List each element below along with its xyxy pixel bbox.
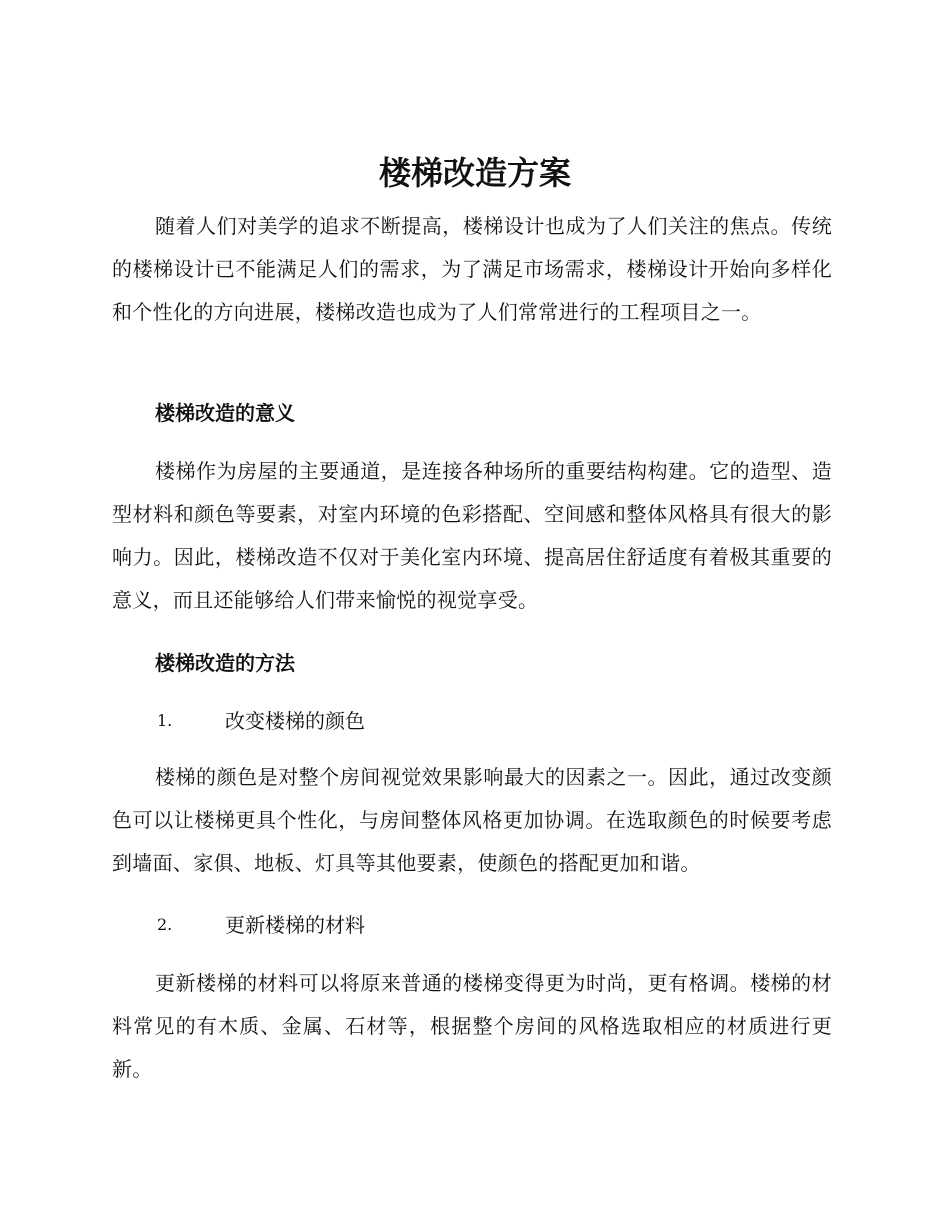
intro-paragraph: 随着人们对美学的追求不断提高，楼梯设计也成为了人们关注的焦点。传统的楼梯设计已不能满足人们的需求，为了满足市场需求，楼梯设计开始向多样化和个性化的方向进展，楼梯改造也成为了人们常常进行的工程项目之一。: [112, 214, 832, 324]
list-item: [157, 910, 757, 940]
section-heading-significance: 楼梯改造的意义: [155, 401, 295, 425]
material-paragraph: 更新楼梯的材料可以将原来普通的楼梯变得更为时尚，更有格调。楼梯的材料常见的有木质、金属、石材等，根据整个房间的风格选取相应的材质进行更新。: [112, 971, 832, 1081]
list-item-title: 更新楼梯的材料: [225, 913, 365, 937]
significance-paragraph: 楼梯作为房屋的主要通道，是连接各种场所的重要结构构建。它的造型、造型材料和颜色等要素，对室内环境的色彩搭配、空间感和整体风格具有很大的影响力。因此，楼梯改造不仅对于美化室内环境、提高居住舒适度有着极其重要的意义，而且还能够给人们带来愉悦的视觉享受。: [112, 459, 832, 612]
list-number: 1.: [157, 711, 173, 730]
document-title: 楼梯改造方案: [378, 154, 571, 192]
color-paragraph: 楼梯的颜色是对整个房间视觉效果影响最大的因素之一。因此，通过改变颜色可以让楼梯更具个性化，与房间整体风格更加协调。在选取颜色的时候要考虑到墙面、家俱、地板、灯具等其他要素，使颜色的搭配更加和谐。: [112, 765, 832, 875]
list-item-title: 改变楼梯的颜色: [225, 709, 365, 733]
list-number: 2.: [157, 915, 173, 934]
section-heading-methods: 楼梯改造的方法: [155, 651, 295, 675]
list-item: [157, 706, 757, 736]
